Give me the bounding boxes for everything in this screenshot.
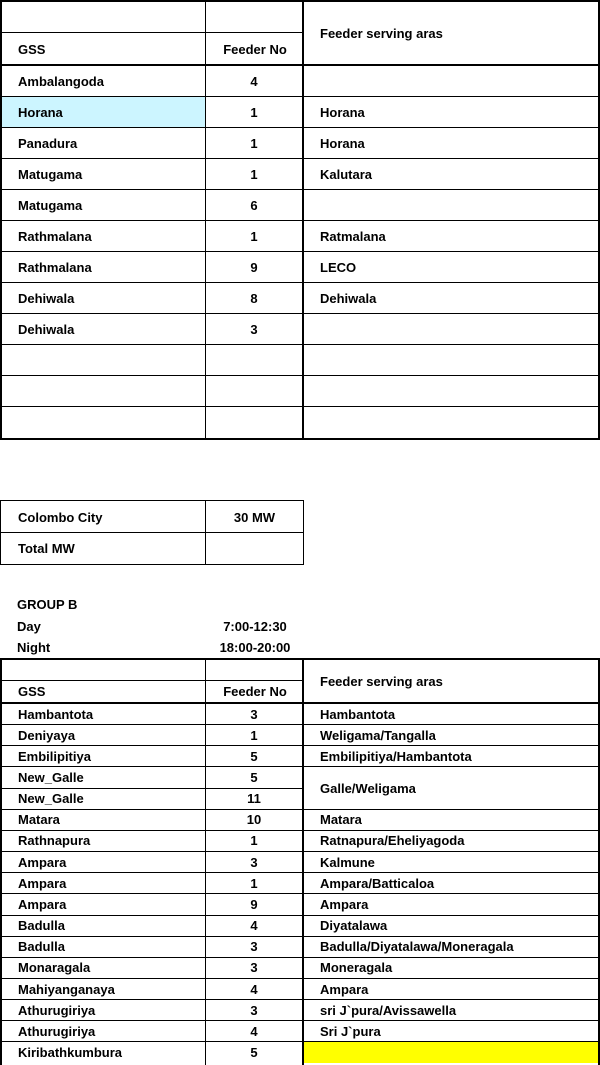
feeder-no-cell: 4 — [250, 73, 258, 89]
gss-cell: Panadura — [18, 135, 78, 151]
gss-cell: Badulla — [18, 939, 65, 955]
feeder-no-cell: 1 — [250, 135, 258, 151]
feeder-area-header: Feeder serving aras — [320, 25, 443, 41]
gss-cell: Dehiwala — [18, 321, 75, 337]
feeder-area-cell: Dehiwala — [320, 290, 377, 306]
feeder-no-cell: 9 — [250, 259, 258, 275]
feeder-no-cell: 3 — [250, 854, 258, 870]
feeder-no-cell: 10 — [246, 812, 262, 828]
night-label: Night — [17, 640, 51, 655]
gss-cell: Ampara — [18, 875, 67, 891]
total-label: Total MW — [18, 541, 75, 556]
gss-cell: Kiribathkumbura — [18, 1044, 123, 1060]
gss-cell: Hambantota — [18, 706, 94, 722]
feeder-no-cell: 4 — [250, 981, 258, 997]
gss-header: GSS — [18, 41, 46, 57]
feeder-area-cell: Horana — [320, 104, 365, 120]
gss-cell: Matugama — [18, 166, 83, 182]
feeder-no-header: Feeder No — [223, 41, 287, 57]
feeder-area-cell: Moneragala — [320, 960, 393, 976]
gss-cell: New_Galle — [18, 770, 84, 785]
feeder-no-cell: 6 — [250, 197, 258, 213]
day-time: 7:00-12:30 — [223, 619, 287, 634]
feeder-area-cell: Weligama/Tangalla — [320, 727, 436, 743]
feeder-no-cell: 5 — [250, 1044, 258, 1060]
colombo-label: Colombo City — [18, 509, 103, 525]
gss-cell: Dehiwala — [18, 290, 75, 306]
feeder-no-cell: 4 — [250, 1023, 258, 1039]
gss-cell: Deniyaya — [18, 727, 76, 743]
gss-cell: Rathmalana — [18, 259, 92, 275]
feeder-no-cell: 9 — [250, 896, 258, 912]
feeder-no-cell: 5 — [250, 748, 258, 764]
feeder-area-cell: Kalmune — [320, 854, 375, 870]
feeder-no-cell: 1 — [250, 104, 258, 120]
feeder-area-cell: Sri J`pura — [320, 1023, 381, 1039]
feeder-area-cell: Badulla/Diyatalawa/Moneragala — [320, 939, 514, 955]
gss-cell: Matugama — [18, 197, 83, 213]
feeder-area-cell: Galle/Weligama — [320, 780, 416, 796]
feeder-area-cell: Ratnapura/Eheliyagoda — [320, 833, 465, 849]
gss-cell: Matara — [18, 812, 60, 828]
gss-header: GSS — [18, 684, 46, 699]
group-b-title: GROUP B — [17, 597, 78, 612]
feeder-area-cell: Embilipitiya/Hambantota — [320, 748, 472, 764]
colombo-value: 30 MW — [233, 509, 276, 525]
gss-cell: Horana — [2, 97, 205, 127]
feeder-area-cell — [304, 1042, 598, 1062]
gss-cell: Ampara — [18, 854, 67, 870]
feeder-area-cell — [304, 314, 598, 344]
feeder-no-cell: 1 — [250, 875, 258, 891]
feeder-no-cell: 3 — [250, 321, 258, 337]
feeder-area-cell: Hambantota — [320, 706, 396, 722]
feeder-no-cell: 3 — [250, 1002, 258, 1018]
night-time: 18:00-20:00 — [219, 640, 291, 655]
gss-cell: New_Galle — [18, 791, 84, 807]
feeder-area-cell: Kalutara — [320, 166, 373, 182]
gss-cell: Athurugiriya — [18, 1002, 96, 1018]
feeder-area-cell: Ampara — [320, 896, 369, 912]
feeder-table-1 — [0, 0, 600, 440]
feeder-area-cell: LECO — [320, 259, 357, 275]
day-label: Day — [17, 619, 41, 634]
feeder-no-cell: 8 — [250, 290, 258, 306]
feeder-no-cell: 11 — [247, 791, 261, 807]
feeder-no-cell: 1 — [250, 833, 258, 849]
feeder-no-cell: 1 — [250, 727, 258, 743]
feeder-area-cell: Horana — [320, 135, 365, 151]
gss-cell: Mahiyanganaya — [18, 981, 115, 997]
gss-cell: Badulla — [18, 918, 65, 934]
feeder-area-cell: Ratmalana — [320, 228, 386, 244]
gss-cell: Rathmalana — [18, 228, 92, 244]
total-value — [206, 533, 303, 564]
feeder-no-cell: 3 — [250, 960, 258, 976]
feeder-area-cell — [304, 66, 598, 96]
gss-cell: Embilipitiya — [18, 748, 91, 764]
feeder-area-cell — [304, 190, 598, 220]
gss-cell: Monaragala — [18, 960, 91, 976]
feeder-area-cell: sri J`pura/Avissawella — [320, 1002, 457, 1018]
feeder-no-cell: 3 — [250, 939, 258, 955]
feeder-area-cell: Matara — [320, 812, 362, 828]
gss-cell: Rathnapura — [18, 833, 91, 849]
feeder-no-cell: 3 — [250, 706, 258, 722]
gss-cell: Athurugiriya — [18, 1023, 96, 1039]
feeder-table-2 — [0, 658, 600, 1065]
feeder-area-header: Feeder serving aras — [320, 673, 443, 689]
gss-cell: Ambalangoda — [18, 73, 104, 89]
feeder-no-cell: 4 — [250, 918, 258, 934]
feeder-area-cell: Diyatalawa — [320, 918, 388, 934]
feeder-area-cell: Ampara/Batticaloa — [320, 875, 435, 891]
gss-cell: Ampara — [18, 896, 67, 912]
feeder-no-cell: 5 — [250, 770, 258, 785]
feeder-no-header: Feeder No — [223, 684, 287, 699]
feeder-area-cell: Ampara — [320, 981, 369, 997]
feeder-no-cell: 1 — [250, 166, 258, 182]
feeder-no-cell: 1 — [250, 228, 258, 244]
summary-table — [0, 500, 305, 566]
